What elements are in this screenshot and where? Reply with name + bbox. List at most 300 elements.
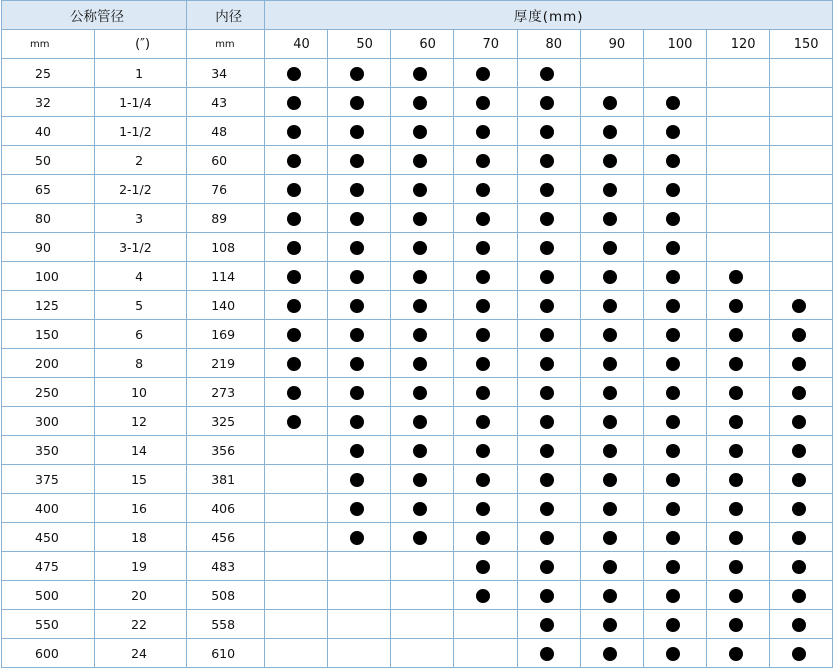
thickness-cell [517, 262, 580, 291]
thickness-cell [454, 175, 517, 204]
thickness-cell [769, 465, 832, 494]
nominal-inch-cell: 18 [95, 523, 187, 552]
available-dot-icon [729, 560, 743, 574]
nominal-mm-cell: 50 [2, 146, 95, 175]
available-dot-icon [413, 154, 427, 168]
thickness-cell [706, 610, 769, 639]
thickness-cell [706, 117, 769, 146]
thickness-cell [328, 146, 391, 175]
thickness-cell [391, 175, 454, 204]
inner-diameter-cell: 114 [187, 262, 265, 291]
thickness-cell [643, 494, 706, 523]
nominal-mm-cell: 200 [2, 349, 95, 378]
available-dot-icon [666, 589, 680, 603]
available-dot-icon [792, 415, 806, 429]
available-dot-icon [729, 328, 743, 342]
thickness-cell [328, 233, 391, 262]
thickness-cell [769, 59, 832, 88]
thickness-cell [328, 494, 391, 523]
available-dot-icon [603, 212, 617, 226]
available-dot-icon [287, 67, 301, 81]
inner-diameter-cell: 273 [187, 378, 265, 407]
thickness-cell [265, 146, 328, 175]
thickness-cell [391, 320, 454, 349]
available-dot-icon [476, 67, 490, 81]
thickness-cell [517, 175, 580, 204]
thickness-cell [328, 88, 391, 117]
table-row [2, 59, 833, 88]
thickness-column-header: 150 [769, 30, 832, 59]
thickness-cell [328, 436, 391, 465]
available-dot-icon [603, 647, 617, 661]
thickness-cell [643, 349, 706, 378]
available-dot-icon [666, 473, 680, 487]
thickness-cell [769, 610, 832, 639]
thickness-cell [643, 610, 706, 639]
thickness-cell [265, 175, 328, 204]
available-dot-icon [603, 531, 617, 545]
thickness-cell [265, 59, 328, 88]
table-body [2, 1, 833, 668]
inner-diameter-cell: 558 [187, 610, 265, 639]
available-dot-icon [476, 473, 490, 487]
thickness-cell [580, 262, 643, 291]
thickness-cell [706, 523, 769, 552]
available-dot-icon [413, 328, 427, 342]
thickness-cell [580, 233, 643, 262]
table-row [2, 349, 833, 378]
inner-diameter-cell: 456 [187, 523, 265, 552]
available-dot-icon [350, 502, 364, 516]
thickness-cell [328, 117, 391, 146]
thickness-cell [391, 88, 454, 117]
available-dot-icon [476, 241, 490, 255]
available-dot-icon [540, 618, 554, 632]
nominal-inch-cell: 15 [95, 465, 187, 494]
available-dot-icon [287, 183, 301, 197]
thickness-column-header: 50 [328, 30, 391, 59]
thickness-cell [454, 349, 517, 378]
nominal-inch-cell: 3-1/2 [95, 233, 187, 262]
header-row-units [2, 30, 833, 59]
thickness-cell [454, 465, 517, 494]
available-dot-icon [666, 212, 680, 226]
thickness-cell [580, 291, 643, 320]
thickness-cell [580, 117, 643, 146]
available-dot-icon [792, 357, 806, 371]
thickness-cell [580, 59, 643, 88]
nominal-mm-cell: 150 [2, 320, 95, 349]
thickness-cell [643, 88, 706, 117]
available-dot-icon [729, 502, 743, 516]
nominal-mm-cell: 80 [2, 204, 95, 233]
nominal-inch-cell: 1-1/2 [95, 117, 187, 146]
available-dot-icon [666, 618, 680, 632]
thickness-cell [643, 639, 706, 668]
available-dot-icon [413, 473, 427, 487]
available-dot-icon [350, 67, 364, 81]
table-row [2, 639, 833, 668]
available-dot-icon [666, 357, 680, 371]
available-dot-icon [540, 299, 554, 313]
thickness-cell [706, 262, 769, 291]
thickness-column-header: 90 [580, 30, 643, 59]
nominal-inch-cell: 10 [95, 378, 187, 407]
nominal-mm-cell: 250 [2, 378, 95, 407]
thickness-cell [706, 59, 769, 88]
inner-diameter-cell: 483 [187, 552, 265, 581]
available-dot-icon [729, 270, 743, 284]
available-dot-icon [413, 241, 427, 255]
available-dot-icon [792, 444, 806, 458]
nominal-mm-cell: 40 [2, 117, 95, 146]
thickness-cell [265, 494, 328, 523]
available-dot-icon [666, 647, 680, 661]
available-dot-icon [666, 96, 680, 110]
nominal-inch-cell: 16 [95, 494, 187, 523]
thickness-cell [706, 581, 769, 610]
available-dot-icon [729, 647, 743, 661]
thickness-cell [517, 610, 580, 639]
thickness-cell [328, 320, 391, 349]
thickness-cell [769, 407, 832, 436]
thickness-cell [328, 465, 391, 494]
nominal-mm-cell: 400 [2, 494, 95, 523]
thickness-cell [769, 117, 832, 146]
thickness-cell [580, 204, 643, 233]
thickness-cell [391, 494, 454, 523]
available-dot-icon [540, 386, 554, 400]
available-dot-icon [476, 270, 490, 284]
thickness-column-header: 70 [454, 30, 517, 59]
available-dot-icon [287, 386, 301, 400]
available-dot-icon [603, 154, 617, 168]
available-dot-icon [603, 502, 617, 516]
thickness-cell [391, 378, 454, 407]
thickness-cell [265, 320, 328, 349]
available-dot-icon [666, 531, 680, 545]
table-row [2, 407, 833, 436]
thickness-cell [328, 175, 391, 204]
table-row [2, 494, 833, 523]
thickness-cell [643, 146, 706, 175]
table-row [2, 610, 833, 639]
thickness-cell [517, 117, 580, 146]
thickness-column-header: 60 [391, 30, 454, 59]
available-dot-icon [729, 531, 743, 545]
table-row [2, 117, 833, 146]
available-dot-icon [350, 531, 364, 545]
thickness-cell [391, 117, 454, 146]
thickness-cell [517, 59, 580, 88]
thickness-cell [706, 552, 769, 581]
nominal-inch-cell: 20 [95, 581, 187, 610]
thickness-cell [391, 233, 454, 262]
available-dot-icon [729, 357, 743, 371]
available-dot-icon [666, 560, 680, 574]
nominal-inch-cell: 24 [95, 639, 187, 668]
thickness-cell [580, 465, 643, 494]
available-dot-icon [603, 125, 617, 139]
available-dot-icon [540, 531, 554, 545]
inner-diameter-cell: 60 [187, 146, 265, 175]
table-row [2, 436, 833, 465]
thickness-cell [265, 407, 328, 436]
available-dot-icon [540, 560, 554, 574]
available-dot-icon [666, 386, 680, 400]
available-dot-icon [792, 618, 806, 632]
thickness-cell [391, 465, 454, 494]
nominal-mm-cell: 550 [2, 610, 95, 639]
thickness-cell [454, 117, 517, 146]
thickness-cell [643, 581, 706, 610]
thickness-cell [706, 494, 769, 523]
thickness-cell [769, 494, 832, 523]
thickness-cell [391, 581, 454, 610]
nominal-size-header: 公称管径 [2, 1, 187, 30]
available-dot-icon [603, 357, 617, 371]
unit-inch-header: (″) [95, 30, 187, 59]
thickness-cell [706, 175, 769, 204]
available-dot-icon [413, 67, 427, 81]
thickness-cell [265, 581, 328, 610]
available-dot-icon [666, 444, 680, 458]
available-dot-icon [603, 560, 617, 574]
thickness-cell [517, 465, 580, 494]
thickness-cell [580, 349, 643, 378]
available-dot-icon [350, 241, 364, 255]
thickness-cell [454, 233, 517, 262]
thickness-cell [328, 523, 391, 552]
thickness-cell [391, 523, 454, 552]
available-dot-icon [413, 212, 427, 226]
thickness-cell [706, 639, 769, 668]
thickness-cell [517, 233, 580, 262]
thickness-cell [643, 59, 706, 88]
table-row [2, 88, 833, 117]
available-dot-icon [287, 241, 301, 255]
thickness-cell [706, 378, 769, 407]
nominal-inch-cell: 2-1/2 [95, 175, 187, 204]
available-dot-icon [350, 328, 364, 342]
available-dot-icon [603, 386, 617, 400]
available-dot-icon [540, 473, 554, 487]
thickness-cell [391, 639, 454, 668]
available-dot-icon [476, 386, 490, 400]
thickness-cell [643, 436, 706, 465]
available-dot-icon [350, 473, 364, 487]
thickness-cell [517, 88, 580, 117]
thickness-cell [769, 349, 832, 378]
available-dot-icon [603, 328, 617, 342]
table-row [2, 262, 833, 291]
available-dot-icon [603, 96, 617, 110]
available-dot-icon [792, 531, 806, 545]
nominal-inch-cell: 12 [95, 407, 187, 436]
thickness-cell [643, 175, 706, 204]
available-dot-icon [603, 299, 617, 313]
thickness-cell [454, 59, 517, 88]
available-dot-icon [666, 125, 680, 139]
thickness-cell [391, 262, 454, 291]
available-dot-icon [603, 473, 617, 487]
table-row [2, 233, 833, 262]
thickness-cell [517, 639, 580, 668]
thickness-cell [328, 291, 391, 320]
available-dot-icon [476, 125, 490, 139]
available-dot-icon [540, 67, 554, 81]
available-dot-icon [792, 386, 806, 400]
inner-diameter-cell: 219 [187, 349, 265, 378]
available-dot-icon [350, 270, 364, 284]
available-dot-icon [476, 299, 490, 313]
inner-diameter-cell: 508 [187, 581, 265, 610]
thickness-cell [769, 88, 832, 117]
table-row [2, 378, 833, 407]
table-row [2, 291, 833, 320]
thickness-cell [643, 378, 706, 407]
table-row [2, 581, 833, 610]
thickness-cell [517, 349, 580, 378]
thickness-cell [265, 291, 328, 320]
nominal-inch-cell: 4 [95, 262, 187, 291]
available-dot-icon [540, 154, 554, 168]
thickness-cell [706, 465, 769, 494]
available-dot-icon [540, 357, 554, 371]
thickness-cell [580, 610, 643, 639]
nominal-mm-cell: 475 [2, 552, 95, 581]
available-dot-icon [413, 531, 427, 545]
nominal-inch-cell: 2 [95, 146, 187, 175]
nominal-mm-cell: 450 [2, 523, 95, 552]
thickness-column-header: 40 [265, 30, 328, 59]
thickness-cell [517, 581, 580, 610]
nominal-mm-cell: 100 [2, 262, 95, 291]
thickness-cell [706, 436, 769, 465]
available-dot-icon [413, 183, 427, 197]
thickness-cell [454, 552, 517, 581]
thickness-cell [328, 581, 391, 610]
thickness-cell [580, 378, 643, 407]
available-dot-icon [729, 299, 743, 313]
available-dot-icon [540, 415, 554, 429]
thickness-cell [517, 320, 580, 349]
thickness-cell [706, 407, 769, 436]
thickness-cell [643, 465, 706, 494]
thickness-header: 厚度(mm) [265, 1, 833, 30]
available-dot-icon [729, 473, 743, 487]
available-dot-icon [603, 618, 617, 632]
thickness-cell [328, 639, 391, 668]
thickness-cell [580, 581, 643, 610]
thickness-cell [454, 262, 517, 291]
available-dot-icon [729, 589, 743, 603]
thickness-cell [769, 204, 832, 233]
thickness-column-header: 80 [517, 30, 580, 59]
unit-mm-inner-header: mm [187, 30, 265, 59]
thickness-cell [265, 349, 328, 378]
nominal-mm-cell: 125 [2, 291, 95, 320]
thickness-cell [706, 88, 769, 117]
available-dot-icon [666, 154, 680, 168]
available-dot-icon [350, 212, 364, 226]
thickness-cell [328, 552, 391, 581]
thickness-cell [265, 610, 328, 639]
thickness-cell [391, 436, 454, 465]
available-dot-icon [476, 589, 490, 603]
available-dot-icon [350, 183, 364, 197]
table-row [2, 146, 833, 175]
thickness-cell [391, 349, 454, 378]
thickness-cell [769, 436, 832, 465]
available-dot-icon [540, 241, 554, 255]
thickness-cell [265, 262, 328, 291]
available-dot-icon [540, 125, 554, 139]
nominal-mm-cell: 32 [2, 88, 95, 117]
thickness-cell [580, 175, 643, 204]
thickness-cell [769, 146, 832, 175]
available-dot-icon [540, 328, 554, 342]
available-dot-icon [729, 415, 743, 429]
available-dot-icon [413, 386, 427, 400]
thickness-cell [265, 204, 328, 233]
thickness-cell [265, 233, 328, 262]
thickness-cell [643, 117, 706, 146]
thickness-cell [265, 436, 328, 465]
thickness-cell [643, 320, 706, 349]
available-dot-icon [792, 328, 806, 342]
thickness-cell [454, 436, 517, 465]
thickness-cell [643, 407, 706, 436]
inner-diameter-cell: 108 [187, 233, 265, 262]
available-dot-icon [666, 502, 680, 516]
thickness-column-header: 120 [706, 30, 769, 59]
thickness-cell [328, 407, 391, 436]
thickness-cell [769, 378, 832, 407]
available-dot-icon [476, 212, 490, 226]
thickness-cell [769, 639, 832, 668]
thickness-cell [580, 407, 643, 436]
nominal-mm-cell: 90 [2, 233, 95, 262]
thickness-cell [706, 291, 769, 320]
thickness-cell [328, 59, 391, 88]
available-dot-icon [792, 647, 806, 661]
available-dot-icon [729, 444, 743, 458]
inner-diameter-cell: 140 [187, 291, 265, 320]
thickness-cell [454, 291, 517, 320]
available-dot-icon [476, 328, 490, 342]
available-dot-icon [540, 444, 554, 458]
available-dot-icon [476, 154, 490, 168]
available-dot-icon [287, 125, 301, 139]
available-dot-icon [792, 502, 806, 516]
available-dot-icon [666, 328, 680, 342]
thickness-cell [580, 320, 643, 349]
thickness-cell [706, 204, 769, 233]
thickness-cell [454, 494, 517, 523]
available-dot-icon [666, 241, 680, 255]
available-dot-icon [413, 415, 427, 429]
thickness-cell [769, 291, 832, 320]
nominal-mm-cell: 25 [2, 59, 95, 88]
thickness-cell [328, 610, 391, 639]
thickness-cell [265, 465, 328, 494]
available-dot-icon [350, 154, 364, 168]
available-dot-icon [603, 444, 617, 458]
available-dot-icon [350, 415, 364, 429]
thickness-cell [517, 204, 580, 233]
thickness-cell [517, 146, 580, 175]
